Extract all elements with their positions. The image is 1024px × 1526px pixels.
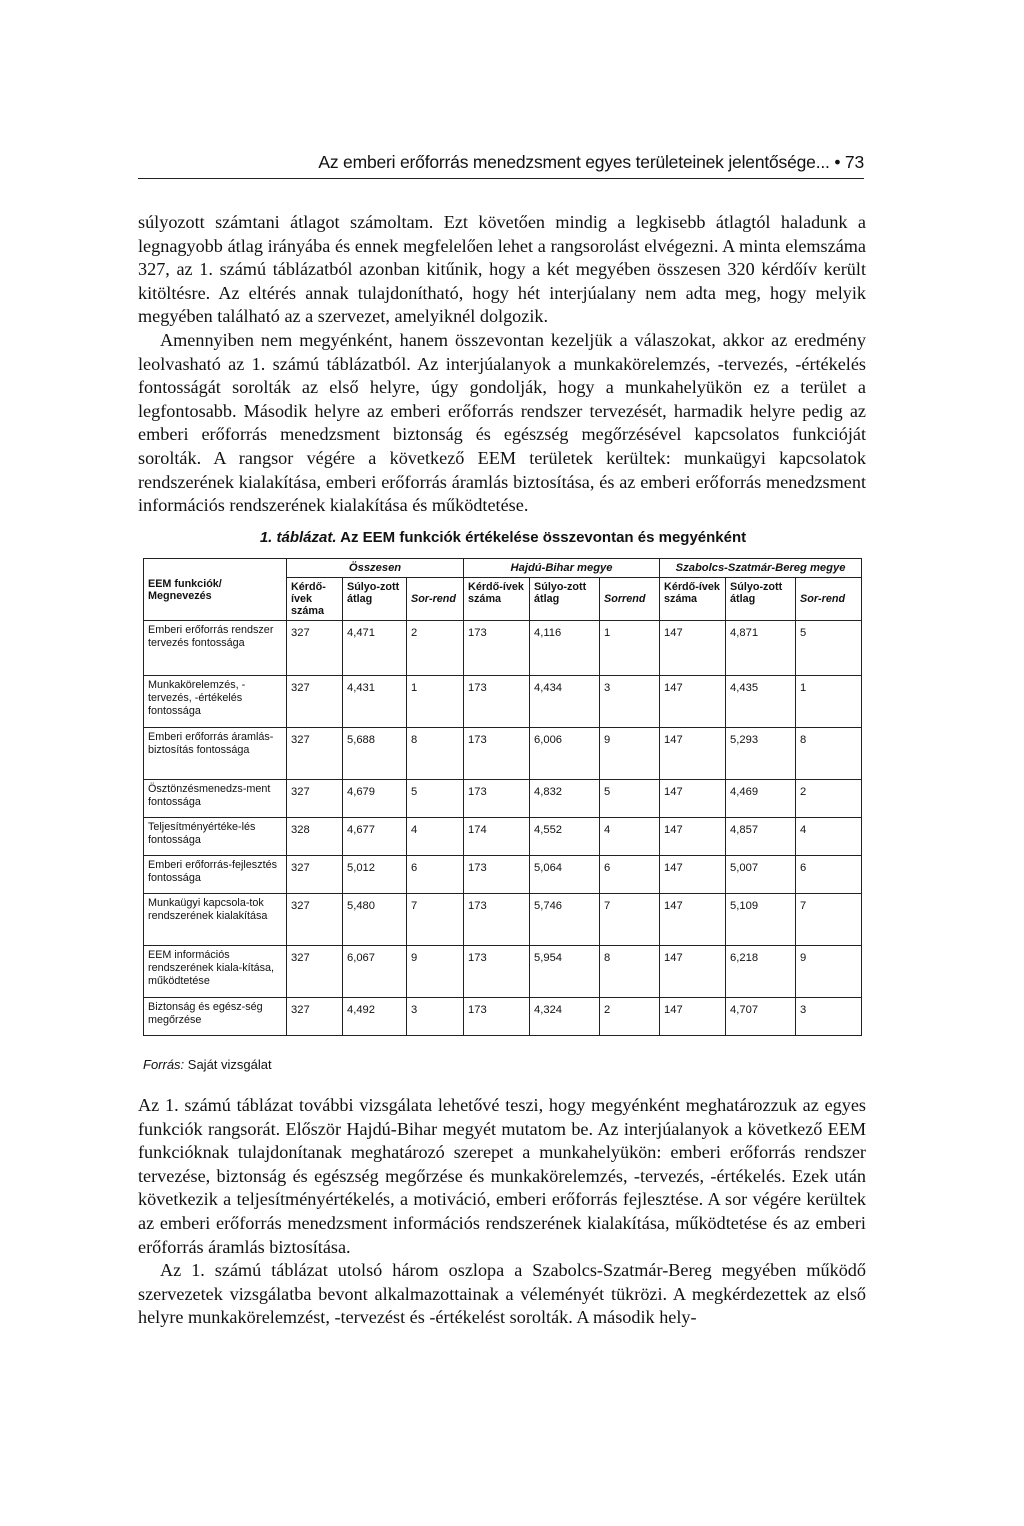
table-cell: 5 <box>407 780 464 818</box>
intro-paragraph-1: súlyozott számtani átlagot számoltam. Ezt követően mindig a legkisebb átlagtól haladunk a legnagyobb átlag irányába és ennek megfelelően lehet a rangsorolást elvégezni. A minta elemszáma 327, az 1. számú táblázatból azonban kitűnik, hogy a két megyében összesen 320 kérdőív került kitöltésre. Az eltérés annak tulajdonítható, hogy hét interjúalany nem adta meg, hogy melyik megyében található az a szervezet, amelyiknél dolgozik. <box>138 212 866 327</box>
row-label: EEM információs rendszerének kiala-kítása, működtetése <box>144 946 287 998</box>
table-cell: 7 <box>407 894 464 946</box>
row-label: Emberi erőforrás-fejlesztés fontossága <box>144 856 287 894</box>
table-cell: 147 <box>660 676 726 728</box>
table-cell: 5,746 <box>530 894 600 946</box>
sub-header-weighted-avg: Súlyo-zott átlag <box>343 578 407 621</box>
table-cell: 1 <box>796 676 862 728</box>
table-cell: 147 <box>660 621 726 676</box>
table-row <box>144 621 862 676</box>
table-cell: 4,434 <box>530 676 600 728</box>
table-cell: 4,435 <box>726 676 796 728</box>
table-cell: 1 <box>407 676 464 728</box>
table-cell: 2 <box>600 998 660 1036</box>
table-cell: 173 <box>464 621 530 676</box>
table-cell: 2 <box>407 621 464 676</box>
table-cell: 327 <box>287 676 343 728</box>
table-cell: 4,324 <box>530 998 600 1036</box>
row-label: Munkakörelemzés, -tervezés, -értékelés fontossága <box>144 676 287 728</box>
table-cell: 327 <box>287 621 343 676</box>
intro-paragraph-2: Amennyiben nem megyénként, hanem összevontan kezeljük a válaszokat, akkor az eredmény leolvasható az 1. számú táblázatból. Az interjúalanyok a munkakörelemzés, -tervezés, -értékelés fontosságát sorolták az első helyre, úgy gondolják, hogy a munkahelyükön ez a terület a legfontosabb. Második helyre az emberi erőforrás rendszer tervezését, harmadik helyre pedig az emberi erőforrás menedzsment biztonság és egészség megőrzésével kapcsolatos funkcióját sorolták. A rangsor végére a következő EEM területek kerültek: munkaügyi kapcsolatok rendszerének kialakítása, emberi erőforrás áramlás biztosítása, és az emberi erőforrás menedzsment információs rendszerének kialakítása és működtetése. <box>138 329 866 516</box>
table-title-text: Az EEM funkciók értékelése összevontan és megyénként <box>340 529 747 546</box>
table-cell: 173 <box>464 946 530 998</box>
table-cell: 3 <box>796 998 862 1036</box>
table-cell: 173 <box>464 728 530 780</box>
table-cell: 4,679 <box>343 780 407 818</box>
table-cell: 7 <box>600 894 660 946</box>
table-group-header-row <box>144 559 862 578</box>
table-row <box>144 946 862 998</box>
table-cell: 173 <box>464 998 530 1036</box>
table-cell: 5 <box>600 780 660 818</box>
row-label: Emberi erőforrás rendszer tervezés fontossága <box>144 621 287 676</box>
table-cell: 327 <box>287 946 343 998</box>
table-cell: 1 <box>600 621 660 676</box>
group-header-osszesen: Összesen <box>287 559 464 578</box>
table-row <box>144 728 862 780</box>
sub-header-count: Kérdő-ívek száma <box>660 578 726 621</box>
table-cell: 4,492 <box>343 998 407 1036</box>
table-cell: 327 <box>287 856 343 894</box>
table-cell: 4,707 <box>726 998 796 1036</box>
table-cell: 8 <box>600 946 660 998</box>
table-cell: 4,469 <box>726 780 796 818</box>
sub-header-rank: Sorrend <box>600 578 660 621</box>
table-cell: 8 <box>407 728 464 780</box>
after-table-text <box>138 1094 866 1330</box>
sub-header-weighted-avg: Súlyo-zott átlag <box>530 578 600 621</box>
running-header-text: Az emberi erőforrás menedzsment egyes területeinek jelentősége... • 73 <box>318 152 864 172</box>
row-label: Ösztönzésmenedzs-ment fontossága <box>144 780 287 818</box>
sub-header-count: Kérdő-ívek száma <box>464 578 530 621</box>
row-label: Teljesítményértéke-lés fontossága <box>144 818 287 856</box>
table-cell: 147 <box>660 894 726 946</box>
table-cell: 9 <box>796 946 862 998</box>
table-cell: 327 <box>287 728 343 780</box>
table-cell: 9 <box>600 728 660 780</box>
table-cell: 4,116 <box>530 621 600 676</box>
table-cell: 5,293 <box>726 728 796 780</box>
table-cell: 147 <box>660 818 726 856</box>
table-cell: 5,109 <box>726 894 796 946</box>
table-cell: 6,067 <box>343 946 407 998</box>
row-label: Munkaügyi kapcsola-tok rendszerének kialakítása <box>144 894 287 946</box>
table-caption <box>138 529 868 546</box>
sub-header-rank: Sor-rend <box>796 578 862 621</box>
table-cell: 3 <box>407 998 464 1036</box>
table-cell: 174 <box>464 818 530 856</box>
table-cell: 327 <box>287 998 343 1036</box>
table-source <box>143 1057 272 1072</box>
table-cell: 6,218 <box>726 946 796 998</box>
table-cell: 5,064 <box>530 856 600 894</box>
intro-text <box>138 211 866 518</box>
table-row <box>144 856 862 894</box>
table-cell: 5,688 <box>343 728 407 780</box>
table-cell: 8 <box>796 728 862 780</box>
table-cell: 5,012 <box>343 856 407 894</box>
table-row <box>144 676 862 728</box>
table-cell: 6,006 <box>530 728 600 780</box>
table-row <box>144 894 862 946</box>
table-cell: 4,677 <box>343 818 407 856</box>
table-cell: 6 <box>796 856 862 894</box>
table-cell: 6 <box>600 856 660 894</box>
table-cell: 7 <box>796 894 862 946</box>
table-cell: 5,954 <box>530 946 600 998</box>
table-row <box>144 998 862 1036</box>
table-cell: 173 <box>464 894 530 946</box>
table-row <box>144 780 862 818</box>
table-cell: 327 <box>287 894 343 946</box>
eem-evaluation-table <box>143 558 862 1036</box>
table-cell: 5,480 <box>343 894 407 946</box>
table-cell: 4,552 <box>530 818 600 856</box>
table-cell: 327 <box>287 780 343 818</box>
table-cell: 4,871 <box>726 621 796 676</box>
table-cell: 4,431 <box>343 676 407 728</box>
row-label: Biztonság és egész-ség megőrzése <box>144 998 287 1036</box>
table-cell: 9 <box>407 946 464 998</box>
running-header <box>138 148 864 179</box>
source-label: Forrás: <box>143 1057 185 1072</box>
sub-header-rank: Sor-rend <box>407 578 464 621</box>
table-cell: 6 <box>407 856 464 894</box>
stub-header: EEM funkciók/ Megnevezés <box>144 559 287 621</box>
table-cell: 173 <box>464 780 530 818</box>
table-cell: 5,007 <box>726 856 796 894</box>
sub-header-count: Kérdő-ívek száma <box>287 578 343 621</box>
table-cell: 4 <box>600 818 660 856</box>
table-cell: 147 <box>660 728 726 780</box>
table-cell: 147 <box>660 856 726 894</box>
after-paragraph-1: Az 1. számú táblázat további vizsgálata lehetővé teszi, hogy megyénként meghatározzuk az egyes funkciók rangsorát. Először Hajdú-Bihar megyét mutatom be. Az interjúalanyok a következő EEM funkcióknak tulajdonítanak meghatározó szerepet a munkahelyükön: emberi erőforrás rendszer tervezése, biztonság és egészség megőrzése és munkakörelemzés, -tervezés, -értékelés. Ezek után következik a teljesítményértékelés, a motiváció, emberi erőforrás fejlesztése. A sor végére kerültek az emberi erőforrás menedzsment információs rendszerének kialakítása, működtetése és az emberi erőforrás áramlás biztosítása. <box>138 1095 866 1257</box>
after-paragraph-2: Az 1. számú táblázat utolsó három oszlopa a Szabolcs-Szatmár-Bereg megyében működő szervezetek vizsgálatba bevont alkalmazottainak a véleményét tükrözi. A megkérdezettek az első helyre munkakörelemzést, -tervezést és -értékelést sorolták. A második hely- <box>138 1260 866 1328</box>
table-number: 1. táblázat. <box>259 529 337 546</box>
table-cell: 4,471 <box>343 621 407 676</box>
table-cell: 147 <box>660 780 726 818</box>
table-cell: 173 <box>464 856 530 894</box>
table-cell: 2 <box>796 780 862 818</box>
source-text: Saját vizsgálat <box>184 1057 272 1072</box>
table-cell: 5 <box>796 621 862 676</box>
table-cell: 4,832 <box>530 780 600 818</box>
table-cell: 4,857 <box>726 818 796 856</box>
table-cell: 328 <box>287 818 343 856</box>
group-header-hajdu-bihar: Hajdú-Bihar megye <box>464 559 660 578</box>
table-cell: 173 <box>464 676 530 728</box>
table-cell: 4 <box>407 818 464 856</box>
sub-header-weighted-avg: Súlyo-zott átlag <box>726 578 796 621</box>
row-label: Emberi erőforrás áramlás-biztosítás fontossága <box>144 728 287 780</box>
table-cell: 147 <box>660 946 726 998</box>
table-row <box>144 818 862 856</box>
table-cell: 3 <box>600 676 660 728</box>
table-cell: 4 <box>796 818 862 856</box>
table-cell: 147 <box>660 998 726 1036</box>
group-header-szabolcs: Szabolcs-Szatmár-Bereg megye <box>660 559 862 578</box>
